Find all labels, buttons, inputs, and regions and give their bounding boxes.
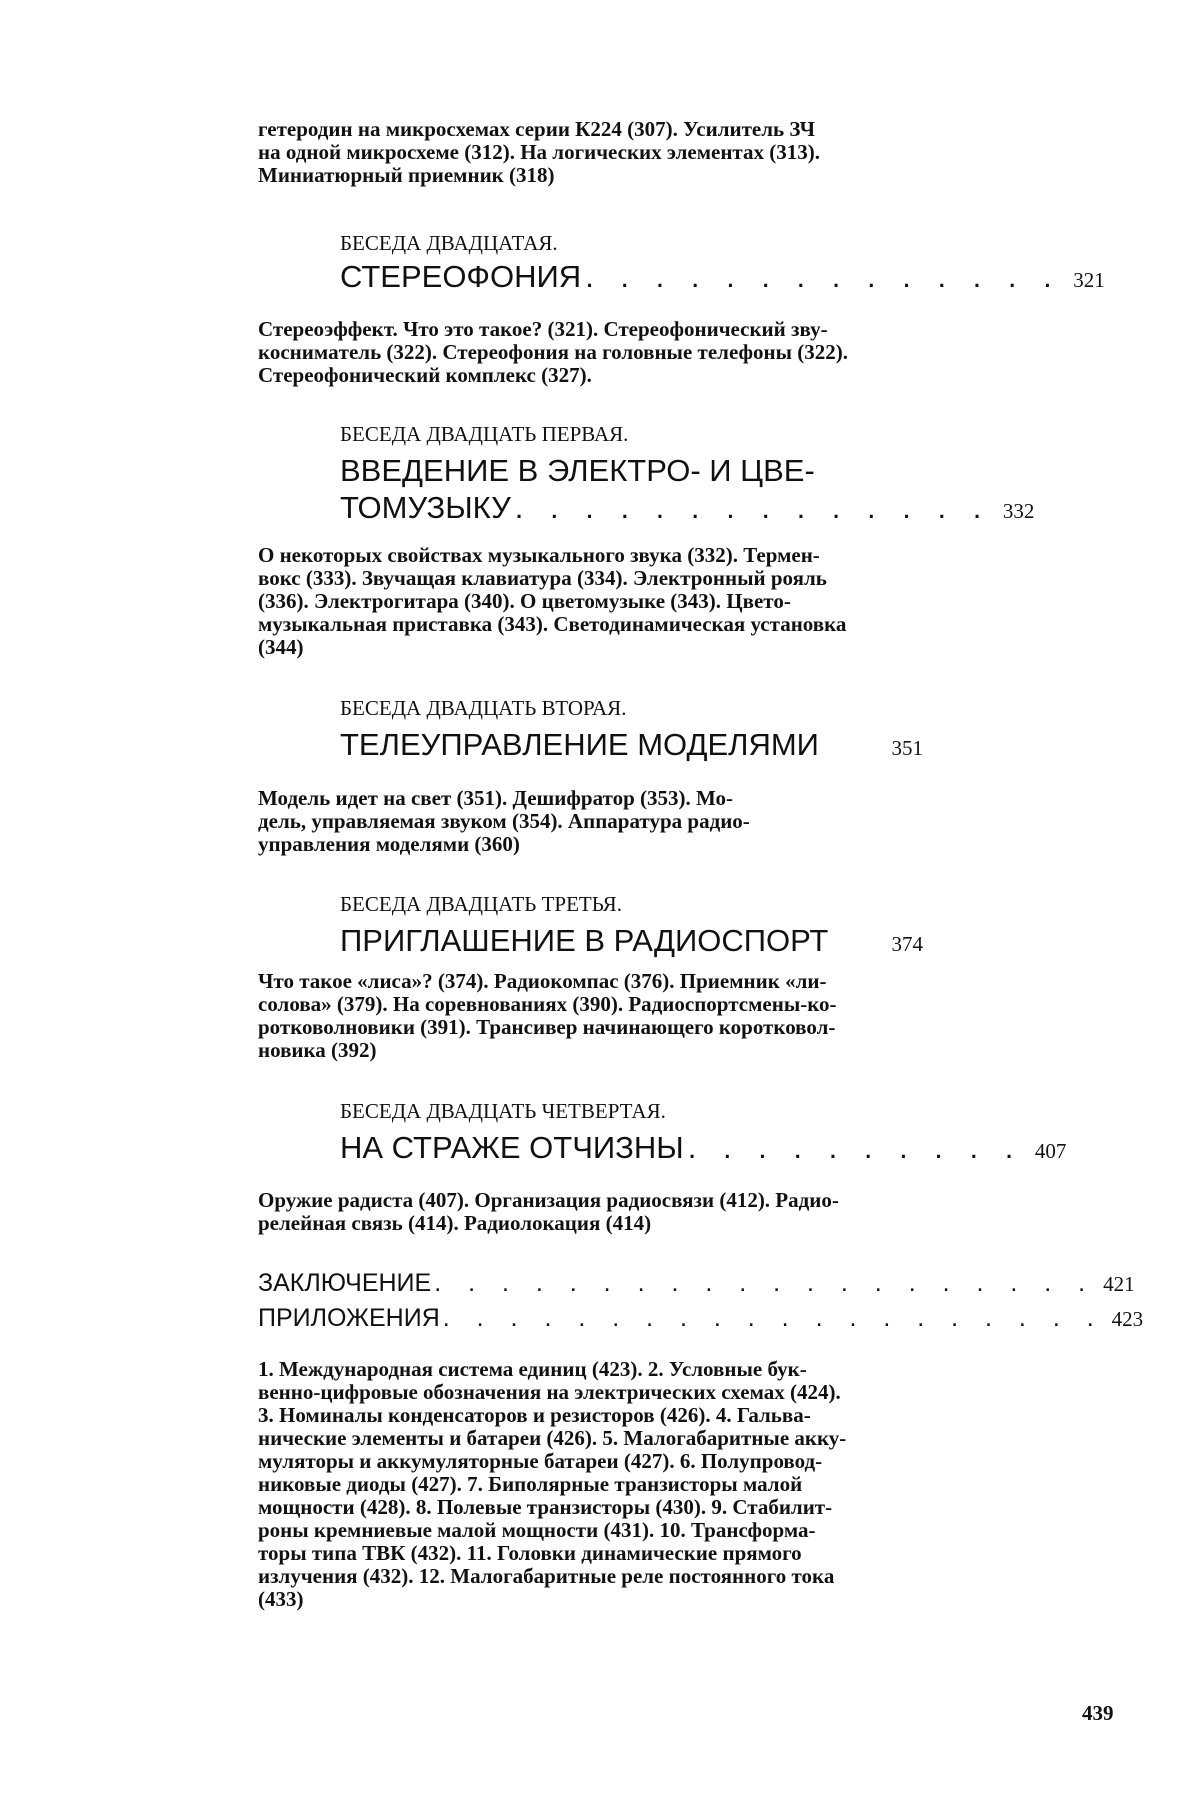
- text-line: Миниатюрный приемник (318): [258, 163, 555, 187]
- text-line: на одной микросхеме (312). На логических элементах (313).: [258, 140, 820, 164]
- section-title: НА СТРАЖЕ ОТЧИЗНЫ: [340, 1130, 684, 1165]
- text-line: музыкальная приставка (343). Светодинамическая установка: [258, 612, 847, 636]
- text-line: Что такое «лиса»? (374). Радиокомпас (376). Приемник «ли-: [258, 969, 827, 993]
- page-ref: 421: [1103, 1272, 1135, 1296]
- page-ref: 374: [891, 932, 923, 956]
- page-ref: 351: [891, 736, 923, 760]
- page-ref: 321: [1073, 268, 1105, 292]
- section-label: БЕСЕДА ДВАДЦАТЬ ВТОРАЯ.: [340, 696, 627, 720]
- text-line: 3. Номиналы конденсаторов и резисторов (426). 4. Гальва-: [258, 1403, 811, 1427]
- text-line: управления моделями (360): [258, 832, 520, 856]
- text-line: солова» (379). На соревнованиях (390). Радиоспортсмены-ко-: [258, 992, 837, 1016]
- section-heading: [340, 726, 923, 767]
- text-line: Модель идет на свет (351). Дешифратор (353). Мо-: [258, 786, 734, 810]
- text-line: Стереофонический комплекс (327).: [258, 363, 592, 387]
- leader-dots: . . . . . . . . . .: [687, 1130, 1023, 1165]
- text-line: 1. Международная система единиц (423). 2. Условные бук-: [258, 1357, 807, 1381]
- toc-title: ПРИЛОЖЕНИЯ: [258, 1304, 440, 1332]
- text-line: торы типа ТВК (432). 11. Головки динамические прямого: [258, 1541, 802, 1565]
- text-line: мощности (428). 8. Полевые транзисторы (430). 9. Стабилит-: [258, 1495, 833, 1519]
- appendix-paragraph: [258, 1358, 923, 1611]
- text-line: нические элементы и батареи (426). 5. Малогабаритные акку-: [258, 1426, 847, 1450]
- page-ref: 332: [1002, 499, 1035, 523]
- leader-dots: . . . . . . . . . . . . . .: [514, 490, 991, 525]
- leader-dots: . . . . . . . . . . . . . .: [585, 259, 1061, 294]
- text-line: дель, управляемая звуком (354). Аппаратура радио-: [258, 809, 750, 833]
- section-label: БЕСЕДА ДВАДЦАТЬ ТРЕТЬЯ.: [340, 892, 622, 916]
- text-line: вокс (333). Звучащая клавиатура (334). Электронный рояль: [258, 566, 827, 590]
- text-line: Стереоэффект. Что это такое? (321). Стереофонический зву-: [258, 317, 828, 341]
- text-line: ротковолновики (391). Трансивер начинающего коротковол-: [258, 1015, 836, 1039]
- section-label: БЕСЕДА ДВАДЦАТАЯ.: [340, 231, 558, 255]
- section-heading: [340, 452, 1035, 530]
- leader-dots: . . . . . . . . . . . . . . . . . . . .: [434, 1269, 1096, 1297]
- section-description: [258, 970, 923, 1062]
- page-ref: 407: [1034, 1139, 1067, 1163]
- section-title: ТЕЛЕУПРАВЛЕНИЕ МОДЕЛЯМИ: [340, 727, 819, 762]
- text-line: (344): [258, 635, 304, 659]
- text-line: релейная связь (414). Радиолокация (414): [258, 1211, 652, 1235]
- text-line: венно-цифровые обозначения на электрических схемах (424).: [258, 1380, 841, 1404]
- text-line: гетеродин на микросхемах серии К224 (307). Усилитель ЗЧ: [258, 117, 816, 141]
- text-line: (336). Электрогитара (340). О цветомузыке (343). Цвето-: [258, 589, 791, 613]
- section-title: СТЕРЕОФОНИЯ: [340, 259, 582, 294]
- text-line: роны кремниевые малой мощности (431). 10. Трансформа-: [258, 1518, 816, 1542]
- page-ref: 423: [1111, 1307, 1144, 1331]
- text-line: никовые диоды (427). 7. Биполярные транзисторы малой: [258, 1472, 803, 1496]
- toc-title: ЗАКЛЮЧЕНИЕ: [258, 1269, 432, 1297]
- intro-paragraph: [258, 118, 923, 187]
- section-label: БЕСЕДА ДВАДЦАТЬ ЧЕТВЕРТАЯ.: [340, 1099, 666, 1123]
- section-heading: [340, 922, 923, 963]
- toc-row-appendices: [258, 1303, 1144, 1334]
- section-title: ТОМУЗЫКУ: [340, 490, 511, 525]
- leader-dots: . . . . . . . . . . . . . . . . . . . .: [442, 1304, 1104, 1332]
- section-description: [258, 1189, 923, 1235]
- text-line: муляторы и аккумуляторные батареи (427). 6. Полупровод-: [258, 1449, 823, 1473]
- text-line: коснимaтель (322). Стереофония на головные телефоны (322).: [258, 340, 849, 364]
- text-line: (433): [258, 1587, 304, 1611]
- text-line: новика (392): [258, 1038, 377, 1062]
- text-line: О некоторых свойствах музыкального звука (332). Термен-: [258, 543, 820, 567]
- text-line: излучения (432). 12. Малогабаритные реле постоянного тока: [258, 1564, 835, 1588]
- section-description: [258, 787, 923, 856]
- section-title: ВВЕДЕНИЕ В ЭЛЕКТРО- И ЦВЕ-: [340, 453, 815, 488]
- section-description: [258, 544, 923, 659]
- page-number: 439: [1082, 1701, 1114, 1725]
- section-description: [258, 318, 923, 387]
- section-heading: [340, 1129, 1067, 1170]
- section-heading: [340, 258, 1105, 299]
- section-title: ПРИГЛАШЕНИЕ В РАДИОСПОРТ: [340, 923, 829, 958]
- section-label: БЕСЕДА ДВАДЦАТЬ ПЕРВАЯ.: [340, 422, 629, 446]
- text-line: Оружие радиста (407). Организация радиосвязи (412). Радио-: [258, 1188, 839, 1212]
- toc-row-conclusion: [258, 1268, 1135, 1299]
